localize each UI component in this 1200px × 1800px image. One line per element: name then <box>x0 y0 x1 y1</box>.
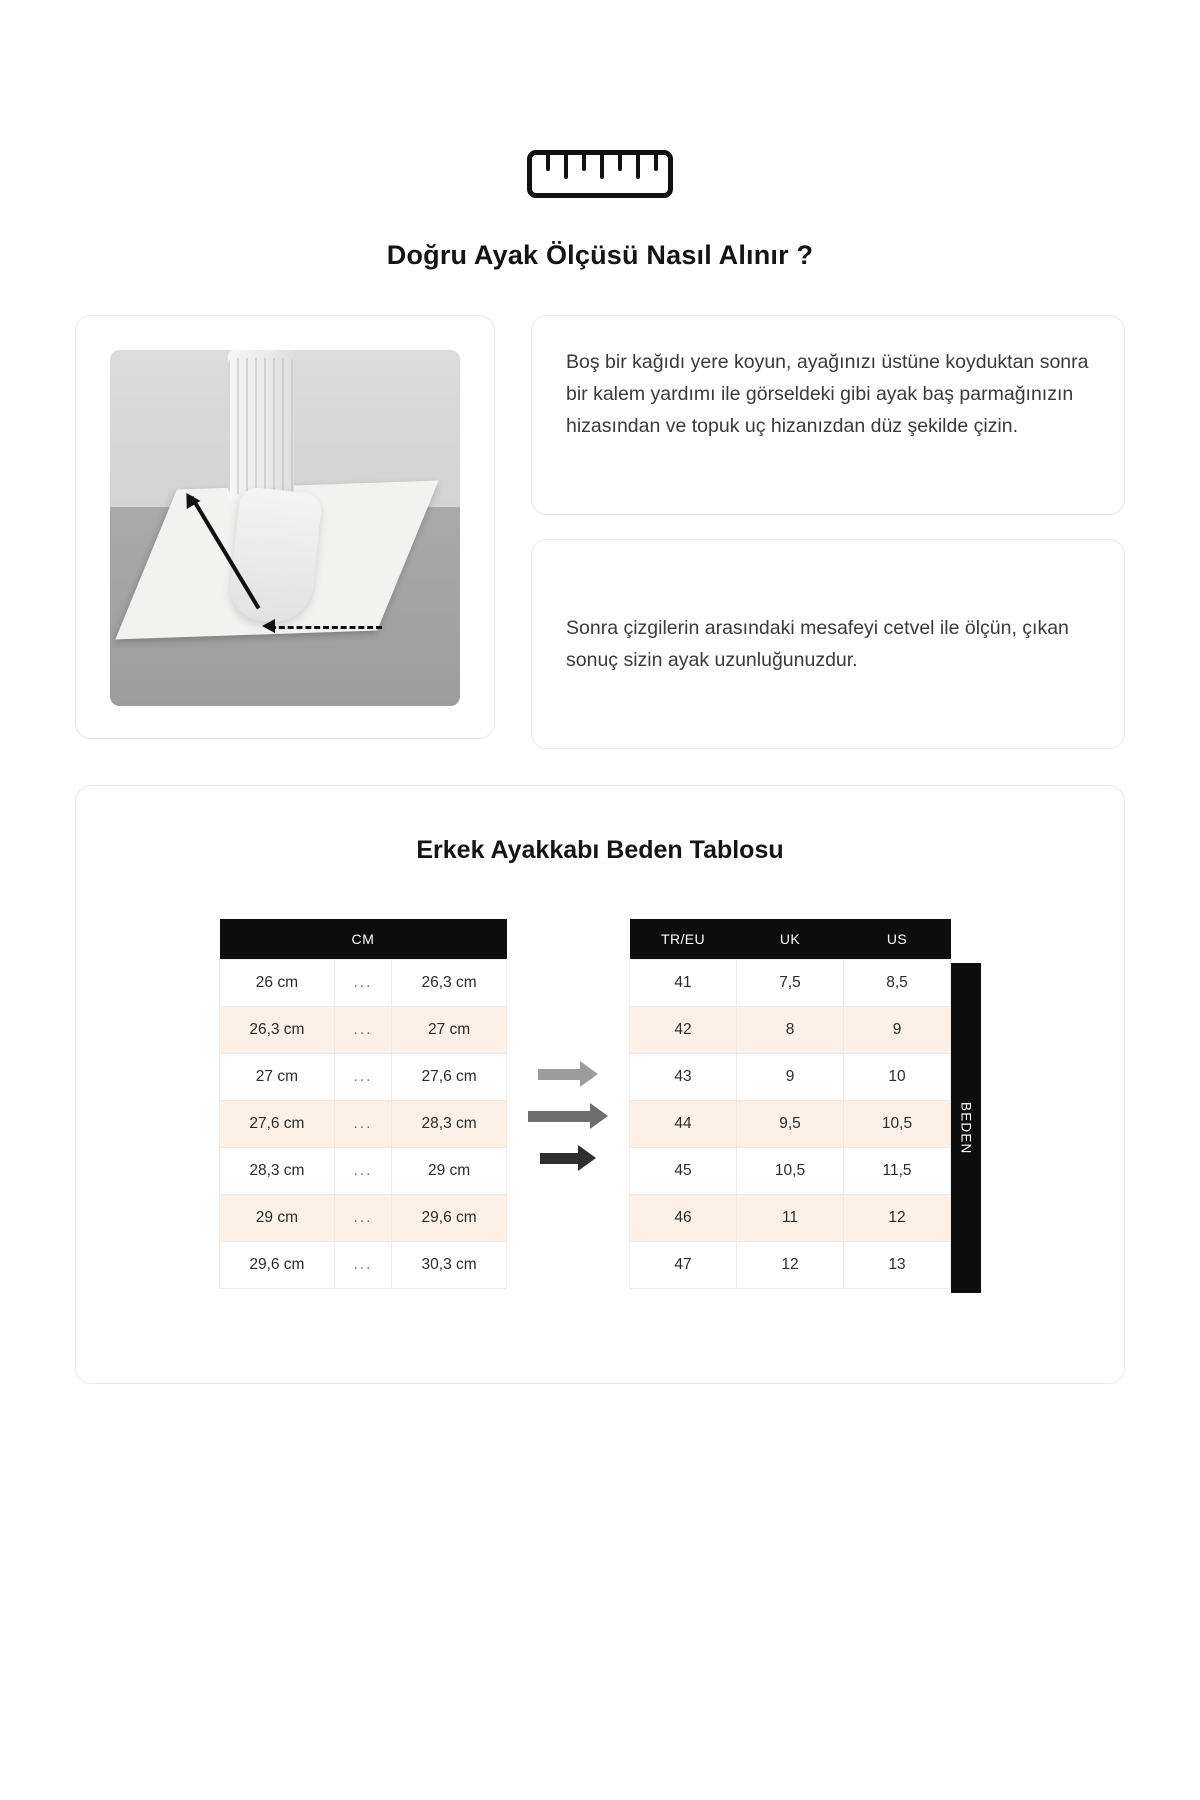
size-us: 9 <box>844 1007 951 1054</box>
cm-separator: ... <box>334 1148 391 1195</box>
cm-separator: ... <box>334 1101 391 1148</box>
cm-from: 28,3 cm <box>220 1148 335 1195</box>
cm-separator: ... <box>334 1195 391 1242</box>
table-row <box>220 1054 507 1101</box>
cm-from: 29,6 cm <box>220 1242 335 1289</box>
instructions-text-column <box>531 315 1125 749</box>
table-row <box>220 1148 507 1195</box>
cm-table-body <box>220 960 507 1289</box>
instruction-step-one-card <box>531 315 1125 515</box>
cm-separator: ... <box>334 1054 391 1101</box>
conversion-arrows <box>507 919 629 1171</box>
table-row <box>220 1195 507 1242</box>
page-container <box>75 0 1125 1384</box>
size-us: 13 <box>844 1242 951 1289</box>
instruction-step-two-card <box>531 539 1125 749</box>
size-uk: 8 <box>737 1007 844 1054</box>
size-tr-eu: 44 <box>630 1101 737 1148</box>
size-tr-eu: 47 <box>630 1242 737 1289</box>
beden-side-label-text: BEDEN <box>958 1101 974 1155</box>
table-row <box>630 1148 951 1195</box>
ruler-icon <box>527 150 673 198</box>
size-us: 12 <box>844 1195 951 1242</box>
size-uk: 12 <box>737 1242 844 1289</box>
instruction-step-two-text: Sonra çizgilerin arasındaki mesafeyi cetvel ile ölçün, çıkan sonuç sizin ayak uzunluğunuzdur. <box>566 616 1069 671</box>
table-row <box>220 1242 507 1289</box>
size-tr-eu: 42 <box>630 1007 737 1054</box>
cm-to: 26,3 cm <box>392 960 507 1007</box>
size-us: 11,5 <box>844 1148 951 1195</box>
size-chart-title: Erkek Ayakkabı Beden Tablosu <box>416 836 784 864</box>
instructions-row <box>75 315 1125 749</box>
cm-to: 30,3 cm <box>392 1242 507 1289</box>
cm-to: 27,6 cm <box>392 1054 507 1101</box>
table-row <box>630 960 951 1007</box>
cm-to: 27 cm <box>392 1007 507 1054</box>
size-chart-tables <box>76 919 1124 1293</box>
ruler-icon-wrapper <box>75 150 1125 198</box>
size-table-header-uk: UK <box>737 919 844 960</box>
table-row <box>220 960 507 1007</box>
arrow-right-icon <box>540 1145 596 1171</box>
cm-separator: ... <box>334 960 391 1007</box>
size-table-header-tr-eu: TR/EU <box>630 919 737 960</box>
table-row <box>220 1007 507 1054</box>
size-uk: 9,5 <box>737 1101 844 1148</box>
instruction-step-one-text: Boş bir kağıdı yere koyun, ayağınızı üstüne koyduktan sonra bir kalem yardımı ile görseldeki gibi ayak baş parmağınızın hizasından ve topuk uç hizanızdan düz şekilde çizin. <box>566 351 1089 438</box>
size-us: 10 <box>844 1054 951 1101</box>
cm-separator: ... <box>334 1242 391 1289</box>
size-chart-card <box>75 785 1125 1384</box>
size-uk: 10,5 <box>737 1148 844 1195</box>
cm-from: 26 cm <box>220 960 335 1007</box>
size-tr-eu: 41 <box>630 960 737 1007</box>
size-table <box>629 919 951 1289</box>
size-uk: 7,5 <box>737 960 844 1007</box>
cm-from: 29 cm <box>220 1195 335 1242</box>
cm-from: 27 cm <box>220 1054 335 1101</box>
cm-from: 27,6 cm <box>220 1101 335 1148</box>
table-row <box>630 1195 951 1242</box>
cm-table <box>219 919 507 1289</box>
size-us: 8,5 <box>844 960 951 1007</box>
foot-measurement-photo <box>110 350 460 706</box>
arrow-right-icon <box>538 1061 598 1087</box>
cm-to: 29 cm <box>392 1148 507 1195</box>
beden-side-label <box>951 963 981 1293</box>
size-uk: 9 <box>737 1054 844 1101</box>
size-tr-eu: 43 <box>630 1054 737 1101</box>
size-tr-eu: 46 <box>630 1195 737 1242</box>
table-row <box>630 1054 951 1101</box>
cm-separator: ... <box>334 1007 391 1054</box>
table-row <box>630 1007 951 1054</box>
cm-table-header: CM <box>220 919 507 960</box>
size-table-body <box>630 960 951 1289</box>
cm-from: 26,3 cm <box>220 1007 335 1054</box>
size-table-header-us: US <box>844 919 951 960</box>
table-row <box>630 1101 951 1148</box>
table-row <box>630 1242 951 1289</box>
cm-to: 29,6 cm <box>392 1195 507 1242</box>
table-row <box>220 1101 507 1148</box>
arrow-right-icon <box>528 1103 608 1129</box>
size-us: 10,5 <box>844 1101 951 1148</box>
page-title: Doğru Ayak Ölçüsü Nasıl Alınır ? <box>386 240 814 270</box>
foot-photo-card <box>75 315 495 739</box>
size-uk: 11 <box>737 1195 844 1242</box>
size-tr-eu: 45 <box>630 1148 737 1195</box>
cm-to: 28,3 cm <box>392 1101 507 1148</box>
